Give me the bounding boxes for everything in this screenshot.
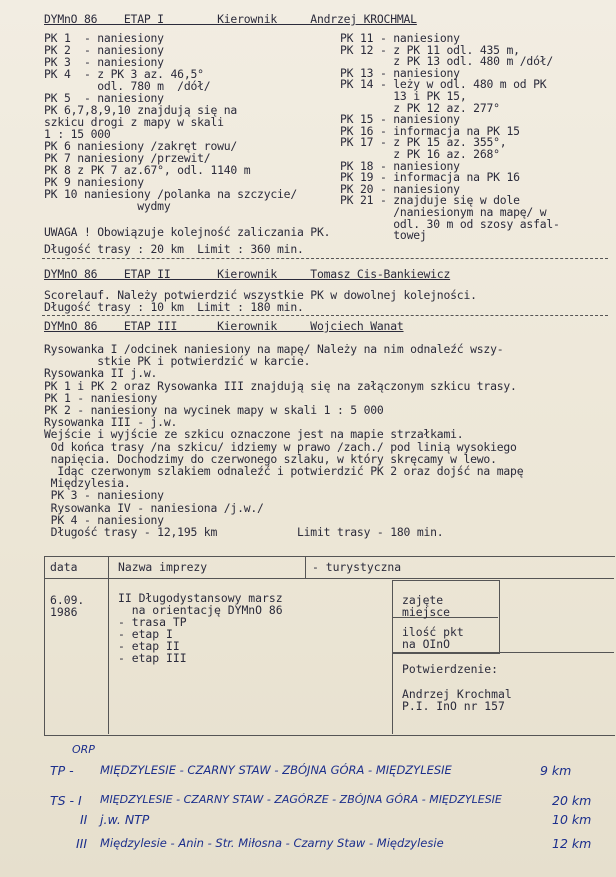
hand-ii-km: 10 km	[552, 812, 592, 827]
text-line: PK 15 - naniesiony	[340, 112, 460, 127]
text-line: PK 5 - naniesiony	[44, 91, 164, 105]
card-confirm-rule	[392, 652, 614, 653]
card-confirm-label: Potwierdzenie:	[402, 662, 499, 676]
text-line: PK 1 - naniesiony	[44, 390, 158, 405]
card-col-type: - turystyczna	[312, 560, 402, 574]
text-line: Rysowanka IV - naniesiona /j.w./	[44, 500, 264, 515]
card-header-rule	[44, 578, 614, 579]
text-line: PK 2 - naniesiony na wycinek mapy w skali 1 : 5 000	[44, 403, 384, 417]
hand-iii-code: III	[76, 836, 88, 851]
text-line: PK 9 naniesiony	[44, 175, 144, 189]
text-line: odl. 780 m /dół/	[44, 79, 211, 93]
text-line: PK 10 naniesiony /polanka na szczycie/	[44, 187, 297, 201]
hand-orp: ORP	[72, 743, 95, 756]
card-confirm-vline	[392, 652, 393, 734]
text-line: z PK 12 az. 277°	[340, 100, 500, 115]
text-line: - etap II	[118, 639, 180, 653]
text-line: - trasa TP	[118, 615, 187, 629]
text-line: PK 8 z PK 7 az.67°, odl. 1140 m	[44, 163, 251, 177]
card-vline-1	[108, 556, 109, 734]
text-line: PK 13 - naniesiony	[340, 65, 460, 80]
card-points-label: ilość pkt na OInO	[402, 625, 464, 651]
etap1-warning: UWAGA ! Obowiązuje kolejność zaliczania PK.	[44, 225, 331, 239]
hand-iii-route: Międzylesie - Anin - Str. Miłosna - Czarny Staw - Międzylesie	[100, 836, 444, 850]
text-line: PK 7 naniesiony /przewit/	[44, 151, 211, 165]
text-line: Idąc czerwonym szlakiem odnaleźć i potwierdzić PK 2 oraz dojść na mapę	[44, 464, 524, 478]
text-line: PK 18 - naniesiony	[340, 158, 460, 173]
etap2-header: DYMnO 86 ETAP II Kierownik Tomasz Cis-Bankiewicz	[44, 267, 451, 281]
text-line: PK 17 - z PK 15 az. 355°,	[340, 135, 507, 150]
text-line: PK 6 naniesiony /zakręt rowu/	[44, 139, 238, 153]
text-line: PK 20 - naniesiony	[340, 181, 460, 196]
text-line: stkie PK i potwierdzić w karcie.	[44, 354, 311, 369]
text-line: PK 4 - naniesiony	[44, 512, 164, 527]
text-line: PK 14 - leży w odl. 480 m od PK	[340, 77, 547, 92]
hand-tp-km: 9 km	[540, 763, 572, 778]
text-line: PK 3 - naniesiony	[44, 55, 164, 69]
etap3-header: DYMnO 86 ETAP III Kierownik Wojciech Wanat	[44, 319, 404, 333]
text-line: - etap III	[118, 651, 187, 665]
divider	[42, 315, 608, 316]
text-line: PK 11 - naniesiony	[340, 31, 460, 45]
text-line: Międzylesia.	[44, 476, 131, 491]
text-line: PK 19 - informacja na PK 16	[340, 170, 520, 185]
hand-ts-route: MIĘDZYLESIE - CZARNY STAW - ZAGÓRZE - ZBÓJNA GÓRA - MIĘDZYLESIE	[100, 793, 502, 806]
card-col-name: Nazwa imprezy	[118, 560, 208, 574]
card-date: 6.09. 1986	[50, 593, 85, 619]
etap1-length: Długość trasy : 20 km Limit : 360 min.	[44, 242, 304, 256]
text-line: PK 4 - z PK 3 az. 46,5°	[44, 67, 204, 81]
text-line: PK 3 - naniesiony	[44, 488, 164, 503]
text-line: szkicu drogi z mapy w skali	[44, 115, 224, 129]
card-confirm-name: Andrzej Krochmal P.I. InO nr 157	[402, 687, 512, 713]
text-line: Rysowanka I /odcinek naniesiony na mapę/ Należy na nim odnaleźć wszy-	[44, 342, 504, 356]
text-line: Wejście i wyjście ze szkicu oznaczone jest na mapie strzałkami.	[44, 427, 464, 442]
text-line: II Długodystansowy marsz	[118, 591, 283, 605]
card-col-date: data	[50, 560, 78, 574]
text-line: PK 1 i PK 2 oraz Rysowanka III znajdują się na załączonym szkicu trasy.	[44, 378, 517, 393]
text-line: PK 16 - informacja na PK 15	[340, 123, 520, 138]
text-line: 13 i PK 15,	[340, 89, 467, 103]
divider	[42, 258, 608, 259]
hand-tp-route: MIĘDZYLESIE - CZARNY STAW - ZBÓJNA GÓRA - MIĘDZYLESIE	[100, 763, 452, 777]
text-line: PK 6,7,8,9,10 znajdują się na	[44, 103, 238, 117]
text-line: z PK 16 az. 268°	[340, 147, 500, 161]
text-line: na orientację DYMnO 86	[118, 603, 283, 617]
card-vline-2	[305, 556, 306, 578]
text-line: odl. 30 m od szosy asfal-	[340, 216, 560, 231]
card-place-label: zajęte miejsce	[402, 593, 451, 619]
text-line: wydmy	[44, 199, 171, 213]
text-line: napięcia. Dochodzimy do czerwonego szlaku, w który skręcamy w lewo.	[44, 451, 497, 466]
hand-iii-km: 12 km	[552, 836, 592, 851]
text-line: Długość trasy : 10 km Limit : 180 min.	[44, 300, 304, 314]
text-line: Rysowanka II j.w.	[44, 366, 158, 381]
text-line: PK 21 - znajduje się w dole	[340, 193, 520, 208]
hand-ii-code: II	[80, 812, 88, 827]
text-line: PK 2 - naniesiony	[44, 43, 164, 57]
text-line: towej	[340, 228, 427, 243]
text-line: - etap I	[118, 627, 173, 641]
text-line: Długość trasy - 12,195 km Limit trasy - 180 min.	[44, 525, 444, 539]
hand-tp-code: TP -	[50, 763, 74, 778]
text-line: Od końca trasy /na szkicu/ idziemy w prawo /zach./ pod linią wysokiego	[44, 439, 517, 454]
text-line: /naniesionym na mapę/ w	[340, 205, 547, 219]
text-line: Scorelauf. Należy potwierdzić wszystkie PK w dowolnej kolejności.	[44, 288, 477, 302]
text-line: PK 1 - naniesiony	[44, 31, 164, 45]
text-line: 1 : 15 000	[44, 127, 111, 141]
hand-ts-code: TS - I	[50, 793, 82, 808]
hand-ii-route: j.w. NTP	[100, 812, 150, 827]
text-line: PK 12 - z PK 11 odl. 435 m,	[340, 42, 520, 57]
text-line: z PK 13 odl. 480 m /dół/	[340, 54, 554, 69]
text-line: Rysowanka III - j.w.	[44, 415, 178, 430]
etap1-header: DYMnO 86 ETAP I Kierownik Andrzej KROCHMAL	[44, 12, 417, 26]
hand-ts-km: 20 km	[552, 793, 592, 808]
